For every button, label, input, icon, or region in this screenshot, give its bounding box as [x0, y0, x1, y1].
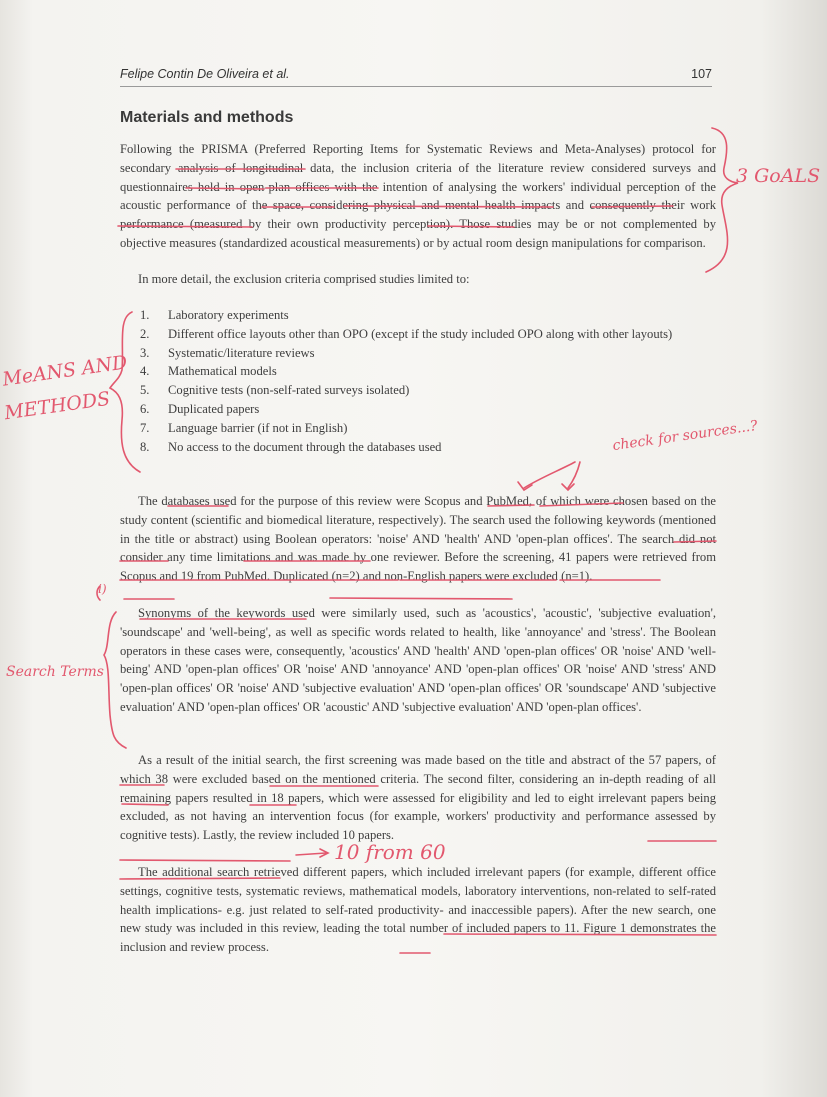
arrow-scopus — [524, 462, 575, 488]
annotation-search-terms: Search Terms — [6, 664, 104, 680]
list-item: 7. Language barrier (if not in English) — [140, 420, 348, 435]
goals-bracket — [706, 128, 738, 272]
page-number: 107 — [691, 67, 712, 81]
header-author: Felipe Contin De Oliveira et al. — [120, 67, 290, 81]
list-bracket — [110, 312, 140, 472]
paragraph-screening: As a result of the initial search, the first screening was made based on the title and abstract of the 57 papers, of which 38 were excluded based on the mentioned criteria. The second filter, considering an in-depth reading of all remaining papers resulted in 18 papers, which were assessed for eligibility and led to eight irrelevant papers being excluded, as not having an intervention focus (for example, workers' productivity and performance assessed by cognitive tests). Lastly, the review included 10 papers. — [120, 753, 716, 843]
list-item: 8. No access to the document through the databases used — [140, 439, 442, 454]
list-item: 3. Systematic/literature reviews — [140, 345, 315, 360]
annotation-ten-from-sixty: 10 from 60 — [334, 840, 446, 864]
annotation-check-sources: check for sources...? — [611, 417, 759, 455]
annotation-marker: i) — [98, 582, 107, 596]
paragraph-databases: The databases used for the purpose of this review were Scopus and PubMed, of which were chosen based on the study content (scientific and biomedical literature, respectively). The search used the following keywords (mentioned in the title or abstract) using Boolean operators: 'noise' AND 'health' AND 'open-plan offices'. The search did not consider any time limitations and was made by one reviewer. Before the screening, 41 papers were retrieved from Scopus and 19 from PubMed. Duplicated (n=2) and non-English papers were excluded (n=1). — [120, 494, 716, 584]
paragraph-additional-search: The additional search retrieved different papers, which included irrelevant papers (for example, different office settings, cognitive tests, systematic reviews, mathematical models, laboratory interventions, non-related to self-rated health implications- e.g. just related to self-rated productivity- and inaccessible papers). After the new search, one new study was included in this review, leading the total number of included papers to 11. Figure 1 demonstrates the inclusion and review process. — [120, 865, 716, 955]
arrow-review — [296, 853, 326, 855]
list-item: 1. Laboratory experiments — [140, 308, 289, 322]
list-item: 2. Different office layouts other than OPO (except if the study included OPO along with other layouts) — [140, 326, 673, 341]
paragraph-prisma: Following the PRISMA (Preferred Reporting Items for Systematic Reviews and Meta-Analyses) protocol for secondary analysis of longitudinal data, the inclusion criteria of the literature review considered surveys and questionnaires held in open-plan offices with the intention of analysing the workers' individual perception of the acoustic performance of the space, considering physical and mental health impacts and consequently their work performance (measured by their own productivity perception). Those studies may be or not complemented by objective measures (standardized acoustical measurements) or by actual room design manipulations for comparison. — [120, 142, 716, 250]
annotation-means-line1: MeANS AND — [1, 351, 129, 391]
list-item: 5. Cognitive tests (non-self-rated surveys isolated) — [140, 383, 410, 398]
annotation-goals: 3 GoALS — [736, 165, 821, 187]
list-item: 6. Duplicated papers — [140, 401, 260, 416]
search-bracket — [104, 612, 126, 748]
section-title: Materials and methods — [120, 109, 294, 126]
paragraph-exclusion-intro: In more detail, the exclusion criteria comprised studies limited to: — [138, 272, 470, 286]
paragraph-synonyms: Synonyms of the keywords used were similarly used, such as 'acoustics', 'acoustic', 'subjective evaluation', 'soundscape' and 'well-being', as well as specific words related to health, like 'annoyance' and 'stress'. The Boolean operators in these cases were, consequently, 'acoustics' AND 'health' AND 'open-plan offices' OR 'noise' AND 'well-being' AND 'open-plan offices' OR 'noise' AND 'annoyance' AND 'open-plan offices' OR 'noise' AND 'stress' AND 'open-plan offices' OR 'noise' AND 'subjective evaluation' AND 'open-plan offices' OR 'soundscape' AND 'subjective evaluation' AND 'open-plan offices' OR 'acoustic' AND 'subjective evaluation' AND 'open-plan offices'. — [120, 606, 716, 714]
annotation-means-line2: METHODS — [2, 387, 112, 425]
list-item: 4. Mathematical models — [140, 364, 277, 379]
